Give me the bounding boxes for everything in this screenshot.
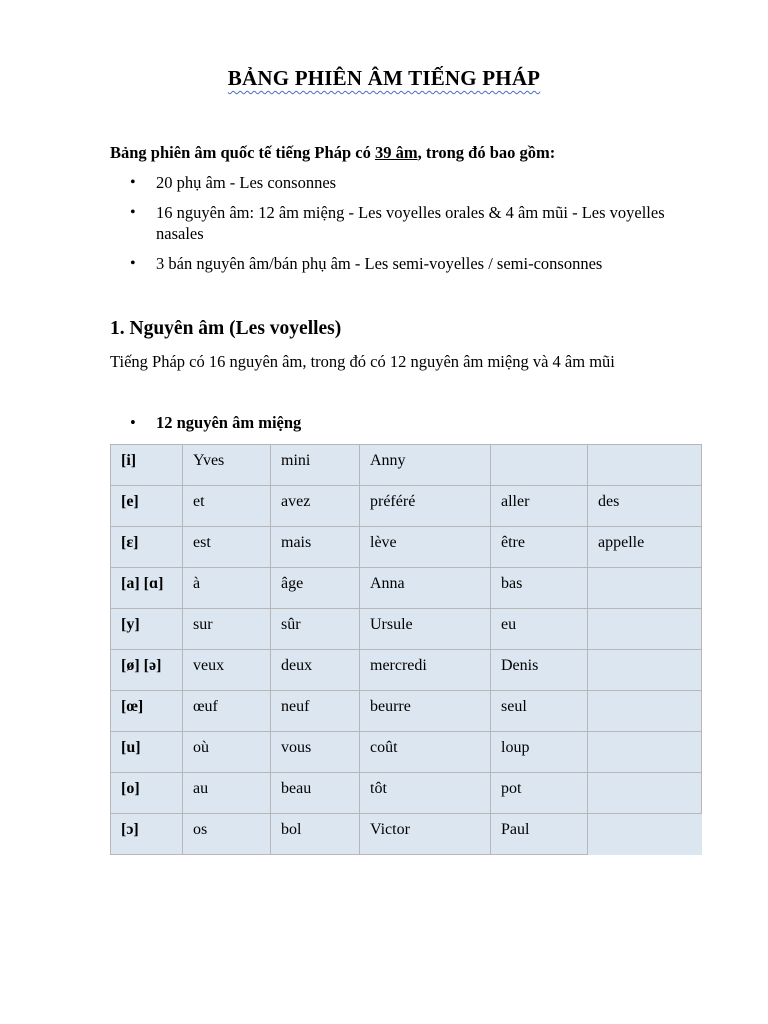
section-heading: 1. Nguyên âm (Les voyelles) bbox=[110, 318, 342, 339]
summary-item-consonants: • 20 phụ âm - Les consonnes bbox=[110, 172, 670, 193]
table-row bbox=[111, 486, 702, 527]
summary-item-vowels: • 16 nguyên âm: 12 âm miệng - Les voyelles orales & 4 âm mũi - Les voyelles nasales bbox=[110, 202, 670, 244]
example-word-cell: mini bbox=[271, 445, 360, 486]
example-word-cell: Ursule bbox=[360, 609, 491, 650]
example-word-cell: os bbox=[183, 814, 271, 855]
ipa-symbol-cell: [u] bbox=[111, 732, 183, 773]
example-word-cell: lève bbox=[360, 527, 491, 568]
example-word-cell: loup bbox=[491, 732, 588, 773]
example-word-cell: est bbox=[183, 527, 271, 568]
example-word-cell: tôt bbox=[360, 773, 491, 814]
example-word-cell: des bbox=[588, 486, 702, 527]
example-word-cell: coût bbox=[360, 732, 491, 773]
example-word-cell bbox=[588, 814, 702, 855]
table-row bbox=[111, 568, 702, 609]
ipa-symbol-cell: [ɛ] bbox=[111, 527, 183, 568]
example-word-cell: sûr bbox=[271, 609, 360, 650]
example-word-cell bbox=[588, 732, 702, 773]
example-word-cell: veux bbox=[183, 650, 271, 691]
table-row bbox=[111, 527, 702, 568]
example-word-cell: appelle bbox=[588, 527, 702, 568]
example-word-cell: eu bbox=[491, 609, 588, 650]
table-row bbox=[111, 732, 702, 773]
example-word-cell: œuf bbox=[183, 691, 271, 732]
example-word-cell bbox=[588, 691, 702, 732]
table-row bbox=[111, 691, 702, 732]
ipa-symbol-cell: [i] bbox=[111, 445, 183, 486]
intro-line bbox=[110, 143, 555, 163]
example-word-cell: neuf bbox=[271, 691, 360, 732]
ipa-symbol-cell: [e] bbox=[111, 486, 183, 527]
example-word-cell: avez bbox=[271, 486, 360, 527]
ipa-symbol-cell: [o] bbox=[111, 773, 183, 814]
ipa-symbol-cell: [ɔ] bbox=[111, 814, 183, 855]
document-title bbox=[0, 66, 768, 91]
example-word-cell: être bbox=[491, 527, 588, 568]
example-word-cell: préféré bbox=[360, 486, 491, 527]
example-word-cell bbox=[588, 773, 702, 814]
example-word-cell: aller bbox=[491, 486, 588, 527]
table-row bbox=[111, 814, 702, 855]
example-word-cell: Anna bbox=[360, 568, 491, 609]
ipa-symbol-cell: [ø] [ə] bbox=[111, 650, 183, 691]
example-word-cell: où bbox=[183, 732, 271, 773]
summary-item-semivowels: • 3 bán nguyên âm/bán phụ âm - Les semi-voyelles / semi-consonnes bbox=[110, 253, 670, 274]
example-word-cell: beau bbox=[271, 773, 360, 814]
oral-vowels-table-body bbox=[111, 445, 702, 855]
intro-text-before: Bảng phiên âm quốc tế tiếng Pháp có bbox=[110, 143, 375, 162]
example-word-cell: Victor bbox=[360, 814, 491, 855]
example-word-cell bbox=[588, 650, 702, 691]
table-row bbox=[111, 609, 702, 650]
example-word-cell: bol bbox=[271, 814, 360, 855]
example-word-cell: Yves bbox=[183, 445, 271, 486]
example-word-cell: au bbox=[183, 773, 271, 814]
example-word-cell: sur bbox=[183, 609, 271, 650]
table-row bbox=[111, 773, 702, 814]
example-word-cell: bas bbox=[491, 568, 588, 609]
intro-highlight: 39 âm bbox=[374, 143, 418, 162]
intro-text-after: , trong đó bao gồm: bbox=[417, 143, 556, 162]
example-word-cell: deux bbox=[271, 650, 360, 691]
example-word-cell bbox=[588, 445, 702, 486]
example-word-cell: âge bbox=[271, 568, 360, 609]
section-paragraph: Tiếng Pháp có 16 nguyên âm, trong đó có 12 nguyên âm miệng và 4 âm mũi bbox=[110, 352, 615, 371]
example-word-cell: pot bbox=[491, 773, 588, 814]
document-title-text: BẢNG PHIÊN ÂM TIẾNG PHÁP bbox=[227, 66, 541, 90]
oral-vowels-table bbox=[110, 444, 702, 855]
example-word-cell: Anny bbox=[360, 445, 491, 486]
summary-list bbox=[110, 172, 670, 283]
ipa-symbol-cell: [œ] bbox=[111, 691, 183, 732]
example-word-cell bbox=[588, 609, 702, 650]
subsection-bullet bbox=[110, 413, 301, 433]
table-row bbox=[111, 445, 702, 486]
example-word-cell: Paul bbox=[491, 814, 588, 855]
example-word-cell: à bbox=[183, 568, 271, 609]
example-word-cell: Denis bbox=[491, 650, 588, 691]
example-word-cell: seul bbox=[491, 691, 588, 732]
example-word-cell: vous bbox=[271, 732, 360, 773]
example-word-cell bbox=[491, 445, 588, 486]
ipa-symbol-cell: [y] bbox=[111, 609, 183, 650]
example-word-cell: mercredi bbox=[360, 650, 491, 691]
table-row bbox=[111, 650, 702, 691]
example-word-cell: mais bbox=[271, 527, 360, 568]
subsection-heading: 12 nguyên âm miệng bbox=[156, 413, 302, 432]
example-word-cell: beurre bbox=[360, 691, 491, 732]
ipa-symbol-cell: [a] [ɑ] bbox=[111, 568, 183, 609]
example-word-cell: et bbox=[183, 486, 271, 527]
example-word-cell bbox=[588, 568, 702, 609]
